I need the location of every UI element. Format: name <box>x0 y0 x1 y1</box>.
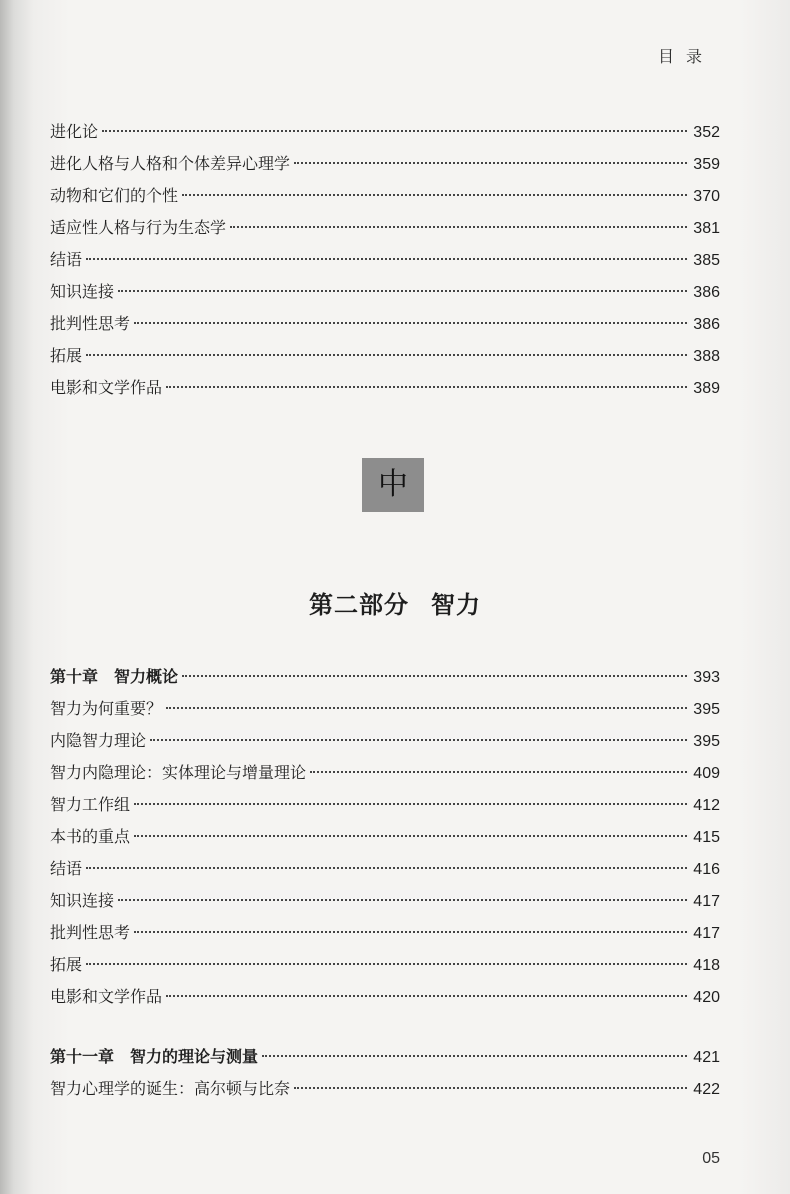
toc-entry[interactable] <box>50 212 720 244</box>
part-title <box>0 585 790 620</box>
leader-dots <box>134 322 687 324</box>
toc-entry-page: 416 <box>693 861 720 878</box>
toc-entry-page: 359 <box>693 156 720 173</box>
toc-entry[interactable] <box>50 917 720 949</box>
toc-section-chapter11 <box>50 1041 720 1105</box>
toc-entry[interactable] <box>50 276 720 308</box>
toc-entry[interactable] <box>50 981 720 1013</box>
toc-entry[interactable] <box>50 340 720 372</box>
leader-dots <box>150 739 687 741</box>
leader-dots <box>294 1087 687 1089</box>
leader-dots <box>86 963 687 965</box>
toc-entry[interactable] <box>50 180 720 212</box>
toc-entry-title: 批判性思考 <box>50 923 131 942</box>
toc-entry[interactable] <box>50 244 720 276</box>
toc-entry-page: 420 <box>693 989 720 1006</box>
toc-entry-title: 知识连接 <box>50 891 115 910</box>
toc-entry[interactable] <box>50 116 720 148</box>
toc-entry-page: 412 <box>693 797 720 814</box>
toc-entry-title: 电影和文学作品 <box>50 987 163 1006</box>
toc-entry-title: 智力心理学的诞生：高尔顿与比奈 <box>50 1079 291 1098</box>
chapter-heading[interactable] <box>50 1041 720 1073</box>
toc-entry[interactable] <box>50 789 720 821</box>
toc-entry-title: 结语 <box>50 250 83 269</box>
toc-entry-page: 417 <box>693 893 720 910</box>
toc-entry-title: 知识连接 <box>50 282 115 301</box>
part-label: 第二部分 <box>309 591 409 619</box>
toc-entry-page: 415 <box>693 829 720 846</box>
leader-dots <box>118 899 687 901</box>
leader-dots <box>310 771 687 773</box>
toc-entry-page: 395 <box>693 733 720 750</box>
toc-entry[interactable] <box>50 757 720 789</box>
leader-dots <box>182 194 687 196</box>
chapter-title: 第十章 智力概论 <box>50 667 179 686</box>
leader-dots <box>166 707 687 709</box>
leader-dots <box>134 835 687 837</box>
leader-dots <box>134 931 687 933</box>
toc-entry-page: 389 <box>693 380 720 397</box>
toc-entry[interactable] <box>50 821 720 853</box>
toc-entry-title: 智力内隐理论：实体理论与增量理论 <box>50 763 307 782</box>
leader-dots <box>118 290 687 292</box>
toc-entry[interactable] <box>50 372 720 404</box>
toc-section-chapter10 <box>50 661 720 1013</box>
toc-entry-title: 本书的重点 <box>50 827 131 846</box>
toc-entry-page: 381 <box>693 220 720 237</box>
toc-entry-title: 拓展 <box>50 955 83 974</box>
leader-dots <box>134 803 687 805</box>
toc-entry-title: 动物和它们的个性 <box>50 186 179 205</box>
toc-entry-title: 批判性思考 <box>50 314 131 333</box>
part-name: 智力 <box>431 591 481 619</box>
leader-dots <box>86 258 687 260</box>
leader-dots <box>182 675 687 677</box>
toc-entry-title: 智力为何重要？ <box>50 699 163 718</box>
chapter-heading[interactable] <box>50 661 720 693</box>
toc-entry-page: 409 <box>693 765 720 782</box>
toc-entry-page: 417 <box>693 925 720 942</box>
toc-entry[interactable] <box>50 148 720 180</box>
toc-entry[interactable] <box>50 885 720 917</box>
toc-entry-title: 适应性人格与行为生态学 <box>50 218 227 237</box>
toc-entry[interactable] <box>50 1073 720 1105</box>
toc-entry-page: 418 <box>693 957 720 974</box>
leader-dots <box>294 162 687 164</box>
toc-entry-title: 进化论 <box>50 122 99 141</box>
toc-entry-title: 智力工作组 <box>50 795 131 814</box>
toc-entry-page: 385 <box>693 252 720 269</box>
toc-entry[interactable] <box>50 853 720 885</box>
chapter-page: 421 <box>693 1049 720 1066</box>
toc-entry-title: 进化人格与人格和个体差异心理学 <box>50 154 291 173</box>
page-number: 05 <box>702 1150 720 1167</box>
toc-entry-title: 结语 <box>50 859 83 878</box>
leader-dots <box>166 995 687 997</box>
leader-dots <box>102 130 687 132</box>
toc-entry[interactable] <box>50 949 720 981</box>
leader-dots <box>262 1055 687 1057</box>
toc-entry[interactable] <box>50 725 720 757</box>
leader-dots <box>86 354 687 356</box>
toc-section-part1-tail <box>50 116 720 404</box>
toc-entry-title: 内隐智力理论 <box>50 731 147 750</box>
leader-dots <box>166 386 687 388</box>
toc-entry-page: 395 <box>693 701 720 718</box>
leader-dots <box>86 867 687 869</box>
toc-entry[interactable] <box>50 693 720 725</box>
chapter-page: 393 <box>693 669 720 686</box>
part-emblem: 中 <box>362 458 424 512</box>
toc-entry-page: 370 <box>693 188 720 205</box>
toc-entry-title: 电影和文学作品 <box>50 378 163 397</box>
toc-entry-page: 352 <box>693 124 720 141</box>
toc-entry-page: 388 <box>693 348 720 365</box>
chapter-title: 第十一章 智力的理论与测量 <box>50 1047 259 1066</box>
toc-entry-page: 386 <box>693 284 720 301</box>
toc-entry-page: 386 <box>693 316 720 333</box>
leader-dots <box>230 226 687 228</box>
toc-entry-page: 422 <box>693 1081 720 1098</box>
toc-entry[interactable] <box>50 308 720 340</box>
toc-entry-title: 拓展 <box>50 346 83 365</box>
running-header: 目录 <box>657 47 714 66</box>
